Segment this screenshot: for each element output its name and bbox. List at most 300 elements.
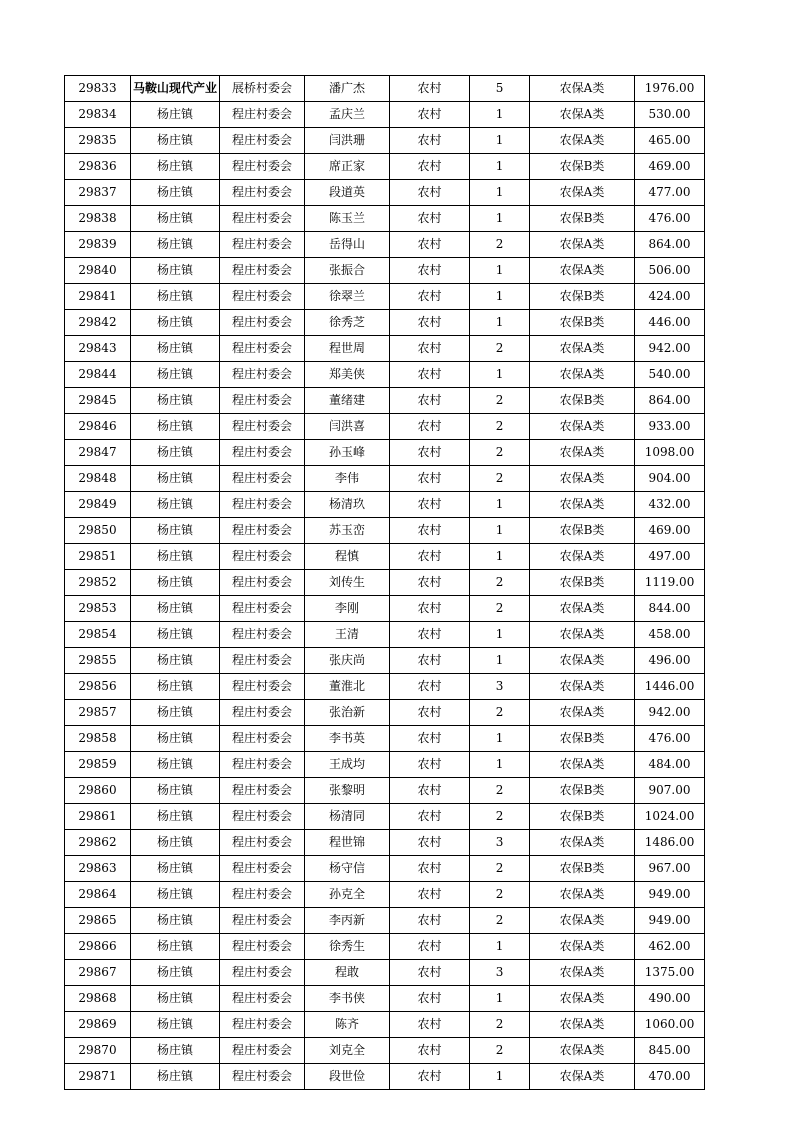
table-cell-amount: 506.00 [635, 258, 705, 284]
table-cell-town: 杨庄镇 [131, 986, 220, 1012]
table-cell-village: 程庄村委会 [220, 622, 305, 648]
table-cell-category: 农保A类 [530, 960, 635, 986]
table-cell-town: 杨庄镇 [131, 258, 220, 284]
table-cell-count: 1 [470, 206, 530, 232]
table-row [65, 258, 705, 284]
table-cell-village: 程庄村委会 [220, 830, 305, 856]
table-cell-category: 农保A类 [530, 700, 635, 726]
table-cell-residence: 农村 [390, 726, 470, 752]
table-cell-name: 杨清同 [305, 804, 390, 830]
table-cell-town: 杨庄镇 [131, 180, 220, 206]
table-cell-id: 29863 [65, 856, 131, 882]
table-cell-town: 杨庄镇 [131, 882, 220, 908]
table-cell-amount: 484.00 [635, 752, 705, 778]
table-cell-count: 1 [470, 258, 530, 284]
benefits-table [64, 75, 705, 1090]
table-cell-count: 3 [470, 960, 530, 986]
table-cell-village: 程庄村委会 [220, 700, 305, 726]
table-cell-residence: 农村 [390, 570, 470, 596]
table-cell-town: 杨庄镇 [131, 856, 220, 882]
table-cell-amount: 864.00 [635, 388, 705, 414]
table-cell-count: 2 [470, 882, 530, 908]
table-cell-id: 29853 [65, 596, 131, 622]
table-cell-id: 29851 [65, 544, 131, 570]
table-cell-name: 孙克全 [305, 882, 390, 908]
table-cell-town: 杨庄镇 [131, 362, 220, 388]
table-cell-town: 杨庄镇 [131, 596, 220, 622]
table-cell-count: 1 [470, 544, 530, 570]
table-cell-count: 1 [470, 622, 530, 648]
table-cell-amount: 458.00 [635, 622, 705, 648]
table-row [65, 362, 705, 388]
table-row [65, 284, 705, 310]
table-cell-category: 农保B类 [530, 284, 635, 310]
table-cell-name: 孙玉峰 [305, 440, 390, 466]
table-cell-amount: 465.00 [635, 128, 705, 154]
table-cell-category: 农保B类 [530, 154, 635, 180]
table-cell-id: 29862 [65, 830, 131, 856]
table-cell-residence: 农村 [390, 1012, 470, 1038]
table-cell-residence: 农村 [390, 102, 470, 128]
table-cell-name: 李伟 [305, 466, 390, 492]
table-cell-name: 徐秀生 [305, 934, 390, 960]
table-cell-category: 农保A类 [530, 76, 635, 102]
table-cell-count: 2 [470, 804, 530, 830]
table-cell-id: 29846 [65, 414, 131, 440]
table-row [65, 596, 705, 622]
table-cell-amount: 967.00 [635, 856, 705, 882]
table-cell-residence: 农村 [390, 674, 470, 700]
table-row [65, 1038, 705, 1064]
table-cell-id: 29870 [65, 1038, 131, 1064]
table-cell-count: 2 [470, 414, 530, 440]
table-cell-name: 刘传生 [305, 570, 390, 596]
table-cell-residence: 农村 [390, 856, 470, 882]
table-cell-amount: 1976.00 [635, 76, 705, 102]
table-cell-count: 2 [470, 232, 530, 258]
table-cell-residence: 农村 [390, 154, 470, 180]
table-cell-id: 29845 [65, 388, 131, 414]
table-cell-town: 杨庄镇 [131, 622, 220, 648]
table-cell-residence: 农村 [390, 830, 470, 856]
table-cell-count: 1 [470, 102, 530, 128]
table-cell-name: 程世锦 [305, 830, 390, 856]
table-cell-amount: 845.00 [635, 1038, 705, 1064]
table-cell-category: 农保B类 [530, 518, 635, 544]
table-cell-id: 29842 [65, 310, 131, 336]
table-cell-town: 杨庄镇 [131, 570, 220, 596]
table-cell-id: 29837 [65, 180, 131, 206]
table-row [65, 1012, 705, 1038]
table-cell-count: 1 [470, 284, 530, 310]
table-cell-name: 王成均 [305, 752, 390, 778]
table-cell-residence: 农村 [390, 76, 470, 102]
table-cell-amount: 1119.00 [635, 570, 705, 596]
table-cell-amount: 446.00 [635, 310, 705, 336]
table-cell-category: 农保A类 [530, 544, 635, 570]
table-row [65, 336, 705, 362]
table-row [65, 882, 705, 908]
table-cell-residence: 农村 [390, 414, 470, 440]
table-cell-count: 1 [470, 310, 530, 336]
table-cell-amount: 496.00 [635, 648, 705, 674]
table-cell-count: 2 [470, 596, 530, 622]
table-cell-village: 程庄村委会 [220, 388, 305, 414]
table-cell-name: 岳得山 [305, 232, 390, 258]
table-cell-village: 程庄村委会 [220, 206, 305, 232]
table-row [65, 128, 705, 154]
table-cell-amount: 1375.00 [635, 960, 705, 986]
table-cell-category: 农保B类 [530, 778, 635, 804]
table-cell-name: 张庆尚 [305, 648, 390, 674]
table-cell-town: 杨庄镇 [131, 830, 220, 856]
table-cell-village: 程庄村委会 [220, 128, 305, 154]
table-cell-amount: 949.00 [635, 908, 705, 934]
table-cell-town: 杨庄镇 [131, 492, 220, 518]
table-cell-town: 杨庄镇 [131, 544, 220, 570]
table-cell-village: 程庄村委会 [220, 336, 305, 362]
table-cell-amount: 476.00 [635, 726, 705, 752]
table-cell-village: 程庄村委会 [220, 1064, 305, 1090]
table-row [65, 206, 705, 232]
table-cell-id: 29847 [65, 440, 131, 466]
table-cell-amount: 530.00 [635, 102, 705, 128]
table-cell-id: 29833 [65, 76, 131, 102]
table-cell-amount: 907.00 [635, 778, 705, 804]
table-cell-count: 2 [470, 336, 530, 362]
table-cell-village: 程庄村委会 [220, 180, 305, 206]
table-cell-name: 苏玉峦 [305, 518, 390, 544]
table-cell-residence: 农村 [390, 258, 470, 284]
table-cell-residence: 农村 [390, 128, 470, 154]
table-cell-town: 杨庄镇 [131, 102, 220, 128]
table-cell-residence: 农村 [390, 284, 470, 310]
table-cell-name: 张黎明 [305, 778, 390, 804]
table-cell-count: 1 [470, 648, 530, 674]
table-cell-town: 杨庄镇 [131, 804, 220, 830]
table-cell-name: 王清 [305, 622, 390, 648]
table-cell-residence: 农村 [390, 778, 470, 804]
table-cell-count: 2 [470, 388, 530, 414]
table-cell-count: 2 [470, 700, 530, 726]
table-cell-village: 程庄村委会 [220, 544, 305, 570]
table-cell-category: 农保A类 [530, 674, 635, 700]
table-cell-name: 闫洪喜 [305, 414, 390, 440]
table-cell-village: 程庄村委会 [220, 258, 305, 284]
table-cell-name: 程敢 [305, 960, 390, 986]
table-cell-residence: 农村 [390, 882, 470, 908]
table-cell-town: 杨庄镇 [131, 752, 220, 778]
table-row [65, 492, 705, 518]
table-cell-name: 李书侠 [305, 986, 390, 1012]
table-cell-name: 张治新 [305, 700, 390, 726]
table-cell-town: 杨庄镇 [131, 1064, 220, 1090]
table-cell-village: 程庄村委会 [220, 726, 305, 752]
table-cell-count: 3 [470, 830, 530, 856]
table-cell-amount: 424.00 [635, 284, 705, 310]
table-cell-id: 29864 [65, 882, 131, 908]
table-row [65, 154, 705, 180]
table-cell-category: 农保A类 [530, 440, 635, 466]
table-cell-count: 2 [470, 440, 530, 466]
table-cell-id: 29856 [65, 674, 131, 700]
table-cell-amount: 933.00 [635, 414, 705, 440]
table-cell-village: 程庄村委会 [220, 232, 305, 258]
table-cell-village: 程庄村委会 [220, 466, 305, 492]
table-cell-name: 徐秀芝 [305, 310, 390, 336]
table-cell-name: 程慎 [305, 544, 390, 570]
table-cell-name: 程世周 [305, 336, 390, 362]
table-cell-town: 杨庄镇 [131, 466, 220, 492]
table-cell-amount: 1024.00 [635, 804, 705, 830]
table-cell-residence: 农村 [390, 960, 470, 986]
table-cell-category: 农保A类 [530, 986, 635, 1012]
table-cell-name: 闫洪珊 [305, 128, 390, 154]
table-row [65, 570, 705, 596]
table-cell-count: 2 [470, 1012, 530, 1038]
table-cell-village: 程庄村委会 [220, 960, 305, 986]
table-cell-town: 杨庄镇 [131, 674, 220, 700]
table-cell-name: 李丙新 [305, 908, 390, 934]
table-cell-id: 29852 [65, 570, 131, 596]
table-cell-id: 29855 [65, 648, 131, 674]
table-cell-category: 农保A类 [530, 232, 635, 258]
table-cell-count: 2 [470, 778, 530, 804]
table-row [65, 232, 705, 258]
table-row [65, 856, 705, 882]
table-cell-residence: 农村 [390, 648, 470, 674]
table-cell-id: 29854 [65, 622, 131, 648]
table-cell-category: 农保A类 [530, 934, 635, 960]
table-cell-name: 刘克全 [305, 1038, 390, 1064]
table-cell-residence: 农村 [390, 232, 470, 258]
table-cell-village: 程庄村委会 [220, 908, 305, 934]
table-cell-village: 程庄村委会 [220, 752, 305, 778]
table-row [65, 76, 705, 102]
table-cell-id: 29860 [65, 778, 131, 804]
table-cell-village: 程庄村委会 [220, 986, 305, 1012]
table-cell-residence: 农村 [390, 492, 470, 518]
table-cell-category: 农保B类 [530, 206, 635, 232]
table-cell-residence: 农村 [390, 336, 470, 362]
table-cell-name: 杨清玖 [305, 492, 390, 518]
table-cell-category: 农保A类 [530, 752, 635, 778]
table-cell-name: 杨守信 [305, 856, 390, 882]
table-cell-category: 农保A类 [530, 648, 635, 674]
table-cell-count: 1 [470, 934, 530, 960]
table-cell-amount: 942.00 [635, 700, 705, 726]
table-cell-category: 农保A类 [530, 362, 635, 388]
table-cell-category: 农保A类 [530, 336, 635, 362]
table-cell-village: 程庄村委会 [220, 362, 305, 388]
table-row [65, 102, 705, 128]
table-cell-residence: 农村 [390, 752, 470, 778]
table-row [65, 960, 705, 986]
table-cell-town: 杨庄镇 [131, 336, 220, 362]
table-cell-town: 马鞍山现代产业 [131, 76, 220, 102]
table-cell-category: 农保A类 [530, 492, 635, 518]
table-row [65, 908, 705, 934]
table-cell-id: 29843 [65, 336, 131, 362]
table-cell-residence: 农村 [390, 180, 470, 206]
table-cell-residence: 农村 [390, 362, 470, 388]
table-cell-count: 1 [470, 128, 530, 154]
table-cell-residence: 农村 [390, 596, 470, 622]
table-cell-id: 29841 [65, 284, 131, 310]
table-cell-amount: 469.00 [635, 154, 705, 180]
table-body [65, 76, 705, 1090]
table-cell-id: 29838 [65, 206, 131, 232]
table-cell-id: 29858 [65, 726, 131, 752]
table-cell-id: 29861 [65, 804, 131, 830]
table-cell-village: 程庄村委会 [220, 492, 305, 518]
table-cell-village: 程庄村委会 [220, 596, 305, 622]
table-cell-category: 农保A类 [530, 466, 635, 492]
table-cell-village: 程庄村委会 [220, 518, 305, 544]
table-cell-village: 程庄村委会 [220, 856, 305, 882]
table-cell-category: 农保B类 [530, 856, 635, 882]
table-cell-id: 29865 [65, 908, 131, 934]
table-cell-amount: 470.00 [635, 1064, 705, 1090]
table-row [65, 648, 705, 674]
table-cell-name: 孟庆兰 [305, 102, 390, 128]
table-cell-id: 29867 [65, 960, 131, 986]
table-cell-count: 1 [470, 986, 530, 1012]
table-row [65, 1064, 705, 1090]
table-cell-count: 1 [470, 752, 530, 778]
table-cell-name: 段道英 [305, 180, 390, 206]
table-cell-category: 农保A类 [530, 908, 635, 934]
table-cell-residence: 农村 [390, 804, 470, 830]
table-cell-id: 29834 [65, 102, 131, 128]
table-cell-count: 1 [470, 362, 530, 388]
table-cell-residence: 农村 [390, 466, 470, 492]
table-row [65, 544, 705, 570]
table-cell-village: 展桥村委会 [220, 76, 305, 102]
table-cell-category: 农保A类 [530, 622, 635, 648]
table-cell-residence: 农村 [390, 1038, 470, 1064]
table-row [65, 466, 705, 492]
table-cell-town: 杨庄镇 [131, 310, 220, 336]
table-cell-name: 董淮北 [305, 674, 390, 700]
table-cell-amount: 864.00 [635, 232, 705, 258]
table-cell-id: 29859 [65, 752, 131, 778]
table-cell-category: 农保B类 [530, 570, 635, 596]
table-cell-count: 1 [470, 1064, 530, 1090]
table-cell-residence: 农村 [390, 310, 470, 336]
table-cell-name: 董绪建 [305, 388, 390, 414]
table-cell-village: 程庄村委会 [220, 570, 305, 596]
table-cell-amount: 1060.00 [635, 1012, 705, 1038]
table-cell-count: 2 [470, 570, 530, 596]
table-cell-category: 农保A类 [530, 1012, 635, 1038]
table-cell-name: 徐翠兰 [305, 284, 390, 310]
table-cell-town: 杨庄镇 [131, 726, 220, 752]
table-cell-town: 杨庄镇 [131, 440, 220, 466]
table-row [65, 986, 705, 1012]
table-row [65, 414, 705, 440]
table-cell-count: 1 [470, 518, 530, 544]
table-cell-village: 程庄村委会 [220, 674, 305, 700]
table-cell-amount: 1446.00 [635, 674, 705, 700]
table-cell-residence: 农村 [390, 206, 470, 232]
table-cell-town: 杨庄镇 [131, 232, 220, 258]
table-cell-id: 29835 [65, 128, 131, 154]
table-cell-amount: 497.00 [635, 544, 705, 570]
table-cell-id: 29869 [65, 1012, 131, 1038]
table-cell-count: 2 [470, 1038, 530, 1064]
table-cell-amount: 432.00 [635, 492, 705, 518]
table-cell-village: 程庄村委会 [220, 440, 305, 466]
table-cell-id: 29840 [65, 258, 131, 284]
table-cell-category: 农保B类 [530, 310, 635, 336]
table-cell-count: 2 [470, 466, 530, 492]
table-cell-category: 农保A类 [530, 102, 635, 128]
table-cell-town: 杨庄镇 [131, 960, 220, 986]
table-cell-name: 陈玉兰 [305, 206, 390, 232]
table-cell-amount: 1486.00 [635, 830, 705, 856]
table-row [65, 180, 705, 206]
table-cell-town: 杨庄镇 [131, 934, 220, 960]
table-cell-village: 程庄村委会 [220, 154, 305, 180]
table-cell-count: 1 [470, 154, 530, 180]
table-cell-id: 29849 [65, 492, 131, 518]
table-cell-village: 程庄村委会 [220, 1038, 305, 1064]
table-cell-village: 程庄村委会 [220, 804, 305, 830]
table-cell-village: 程庄村委会 [220, 882, 305, 908]
table-cell-town: 杨庄镇 [131, 128, 220, 154]
table-cell-name: 郑美侠 [305, 362, 390, 388]
table-cell-residence: 农村 [390, 934, 470, 960]
table-cell-amount: 476.00 [635, 206, 705, 232]
table-cell-town: 杨庄镇 [131, 388, 220, 414]
table-cell-id: 29866 [65, 934, 131, 960]
table-cell-town: 杨庄镇 [131, 648, 220, 674]
table-cell-village: 程庄村委会 [220, 414, 305, 440]
table-cell-id: 29871 [65, 1064, 131, 1090]
table-cell-village: 程庄村委会 [220, 284, 305, 310]
table-cell-count: 3 [470, 674, 530, 700]
table-cell-id: 29857 [65, 700, 131, 726]
table-row [65, 700, 705, 726]
table-cell-count: 1 [470, 726, 530, 752]
table-cell-id: 29836 [65, 154, 131, 180]
table-cell-name: 张振合 [305, 258, 390, 284]
table-row [65, 752, 705, 778]
table-cell-category: 农保A类 [530, 258, 635, 284]
table-row [65, 830, 705, 856]
table-row [65, 934, 705, 960]
table-cell-id: 29868 [65, 986, 131, 1012]
table-cell-town: 杨庄镇 [131, 908, 220, 934]
table-cell-residence: 农村 [390, 388, 470, 414]
table-cell-category: 农保A类 [530, 596, 635, 622]
table-cell-village: 程庄村委会 [220, 310, 305, 336]
table-cell-category: 农保B类 [530, 388, 635, 414]
table-row [65, 674, 705, 700]
table-cell-residence: 农村 [390, 518, 470, 544]
table-cell-town: 杨庄镇 [131, 206, 220, 232]
table-cell-amount: 490.00 [635, 986, 705, 1012]
table-cell-name: 李刚 [305, 596, 390, 622]
table-cell-count: 2 [470, 908, 530, 934]
table-cell-town: 杨庄镇 [131, 1012, 220, 1038]
table-cell-town: 杨庄镇 [131, 700, 220, 726]
table-cell-amount: 462.00 [635, 934, 705, 960]
table-cell-category: 农保A类 [530, 128, 635, 154]
table-cell-name: 潘广杰 [305, 76, 390, 102]
table-cell-name: 李书英 [305, 726, 390, 752]
